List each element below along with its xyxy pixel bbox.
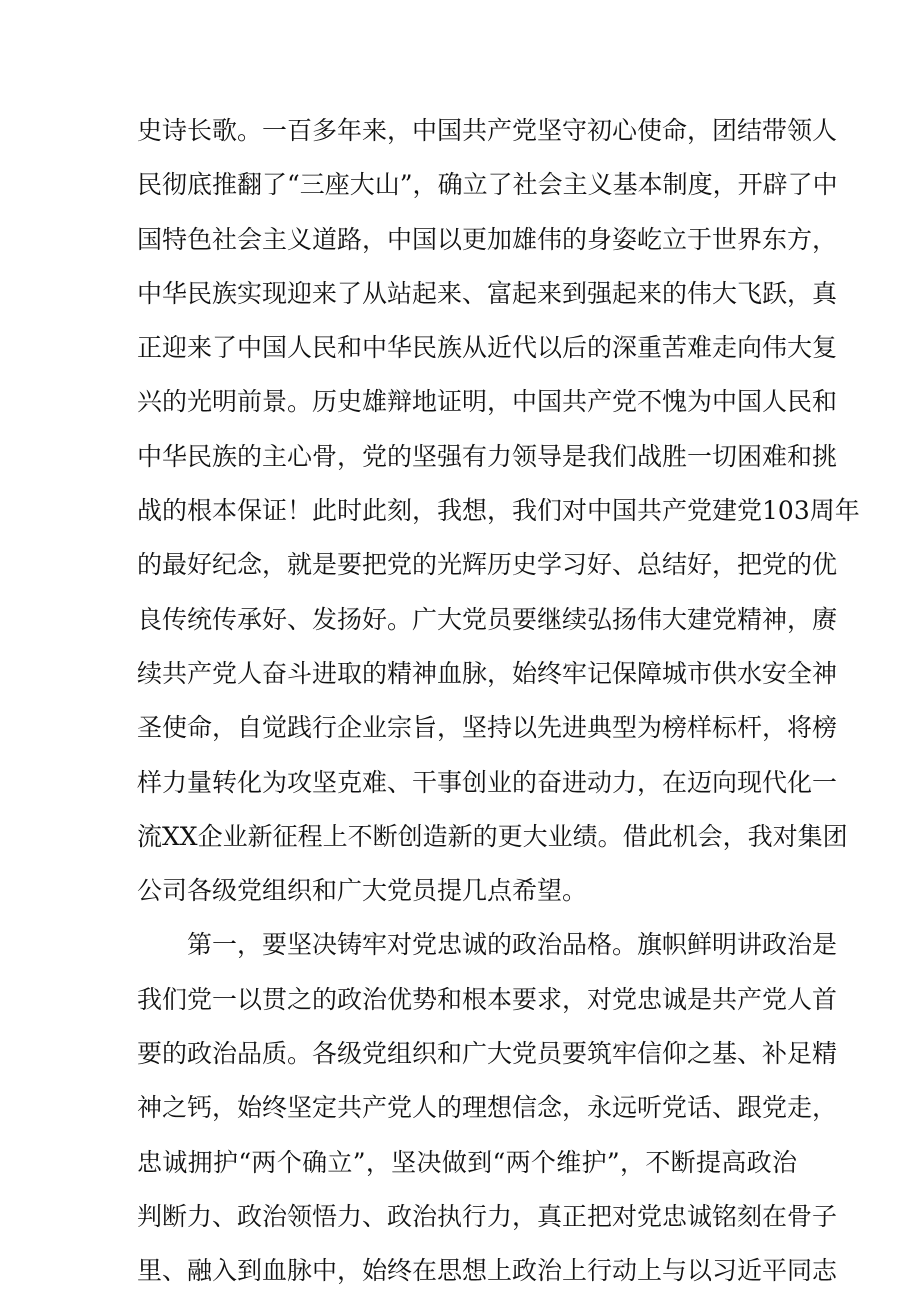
paragraph-line: 圣使命，自觉践行企业宗旨，坚持以先进典型为榜样标杆，将榜 bbox=[137, 713, 838, 743]
paragraph-line: 我们党一以贯之的政治优势和根本要求，对党忠诚是共产党人首 bbox=[137, 984, 838, 1014]
paragraph-line: 续共产党人奋斗进取的精神血脉，始终牢记保障城市供水安全神 bbox=[137, 658, 838, 688]
paragraph-line: 良传统传承好、发扬好。广大党员要继续弘扬伟大建党精神，赓 bbox=[137, 604, 838, 634]
paragraph-line: 要的政治品质。各级党组织和广大党员要筑牢信仰之基、补足精 bbox=[137, 1039, 838, 1069]
paragraph-line: 流XX企业新征程上不断创造新的更大业绩。借此机会，我对集团 bbox=[137, 821, 848, 851]
paragraph-line: 战的根本保证！此时此刻，我想，我们对中国共产党建党103周年 bbox=[137, 496, 860, 526]
paragraph-line: 正迎来了中国人民和中华民族从近代以后的深重苦难走向伟大复 bbox=[137, 333, 838, 363]
paragraph-line: 兴的光明前景。历史雄辩地证明，中国共产党不愧为中国人民和 bbox=[137, 387, 838, 417]
paragraph-line: 忠诚拥护“两个确立”，坚决做到“两个维护”，不断提高政治 bbox=[137, 1147, 797, 1177]
paragraph-line: 的最好纪念，就是要把党的光辉历史学习好、总结好，把党的优 bbox=[137, 550, 838, 580]
body-text bbox=[137, 104, 860, 1299]
paragraph-line: 样力量转化为攻坚克难、干事创业的奋进动力，在迈向现代化一 bbox=[137, 767, 838, 797]
paragraph-line: 神之钙，始终坚定共产党人的理想信念，永远听党话、跟党走， bbox=[137, 1093, 838, 1123]
paragraph-line: 判断力、政治领悟力、政治执行力，真正把对党忠诚铭刻在骨子 bbox=[137, 1201, 838, 1231]
paragraph-line: 第一，要坚决铸牢对党忠诚的政治品格。旗帜鲜明讲政治是 bbox=[187, 930, 838, 960]
paragraph-2 bbox=[137, 918, 838, 1298]
paragraph-line: 公司各级党组织和广大党员提几点希望。 bbox=[137, 876, 588, 906]
paragraph-line: 里、融入到血脉中，始终在思想上政治上行动上与以习近平同志 bbox=[137, 1256, 838, 1286]
paragraph-line: 国特色社会主义道路，中国以更加雄伟的身姿屹立于世界东方， bbox=[137, 224, 838, 254]
paragraph-line: 中华民族实现迎来了从站起来、富起来到强起来的伟大飞跃，真 bbox=[137, 278, 838, 308]
paragraph-1 bbox=[137, 104, 860, 918]
paragraph-line: 民彻底推翻了“三座大山”，确立了社会主义基本制度，开辟了中 bbox=[137, 170, 838, 200]
paragraph-line: 史诗长歌。一百多年来，中国共产党坚守初心使命，团结带领人 bbox=[137, 116, 838, 145]
paragraph-line: 中华民族的主心骨，党的坚强有力领导是我们战胜一切困难和挑 bbox=[137, 441, 838, 471]
